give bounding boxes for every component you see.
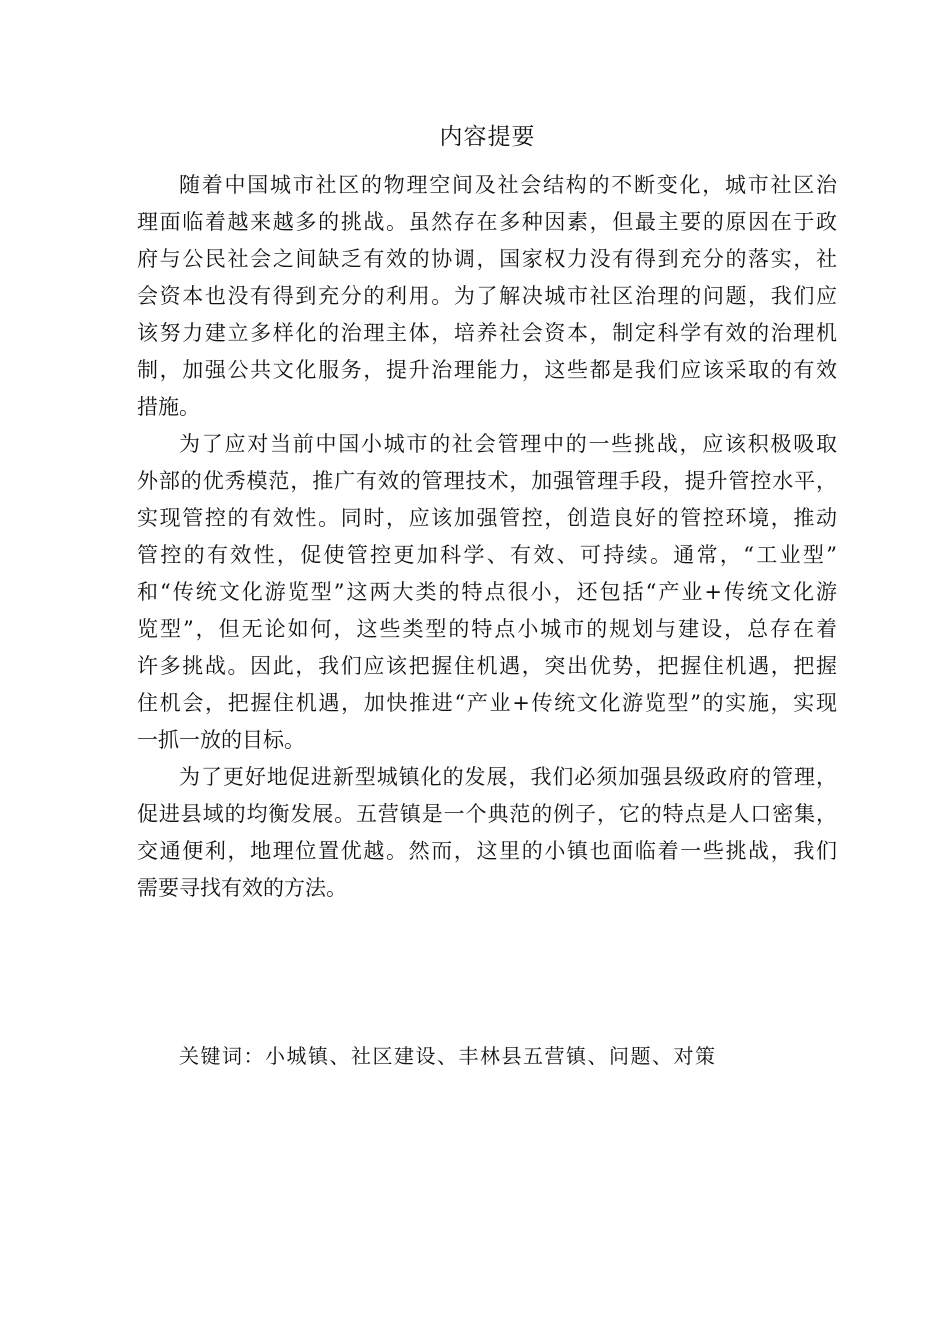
paragraph-line: 览型”，但无论如何，这些类型的特点小城市的规划与建设，总存在着 [137,617,837,641]
paragraph-line: 会资本也没有得到充分的利用。为了解决城市社区治理的问题，我们应 [137,284,837,308]
paragraph-line: 管控的有效性，促使管控更加科学、有效、可持续。通常，“工业型” [137,543,837,567]
page-title: 内容提要 [439,124,536,150]
paragraph-line: 随着中国城市社区的物理空间及社会结构的不断变化，城市社区治 [179,173,837,197]
paragraph-line: 为了更好地促进新型城镇化的发展，我们必须加强县级政府的管理， [179,765,837,789]
paragraph-line: 该努力建立多样化的治理主体，培养社会资本，制定科学有效的治理机 [137,321,837,345]
paragraph-line: 为了应对当前中国小城市的社会管理中的一些挑战，应该积极吸取 [179,432,837,456]
paragraph-line: 促进县域的均衡发展。五营镇是一个典范的例子，它的特点是人口密集， [137,802,837,826]
paragraph-line: 府与公民社会之间缺乏有效的协调，国家权力没有得到充分的落实，社 [137,247,837,271]
paragraph-line: 许多挑战。因此，我们应该把握住机遇，突出优势，把握住机遇，把握 [137,654,837,678]
paragraph-line: 实现管控的有效性。同时，应该加强管控，创造良好的管控环境，推动 [137,506,837,530]
paragraph-line: 制，加强公共文化服务，提升治理能力，这些都是我们应该采取的有效 [137,358,837,382]
paragraph-line: 理面临着越来越多的挑战。虽然存在多种因素，但最主要的原因在于政 [137,210,837,234]
keywords: 关键词：小城镇、社区建设、丰林县五营镇、问题、对策 [179,1044,717,1068]
paragraph-line: 住机会，把握住机遇，加快推进“产业+传统文化游览型”的实施，实现 [137,691,837,715]
paragraph-line: 一抓一放的目标。 [137,728,305,752]
paragraph-line: 交通便利，地理位置优越。然而，这里的小镇也面临着一些挑战，我们 [137,839,837,863]
paragraph-line: 需要寻找有效的方法。 [137,876,347,900]
paragraph-line: 措施。 [137,395,200,419]
paragraph-line: 和“传统文化游览型”这两大类的特点很小，还包括“产业+传统文化游 [137,580,837,604]
paragraph-line: 外部的优秀模范，推广有效的管理技术，加强管理手段，提升管控水平， [137,469,837,493]
